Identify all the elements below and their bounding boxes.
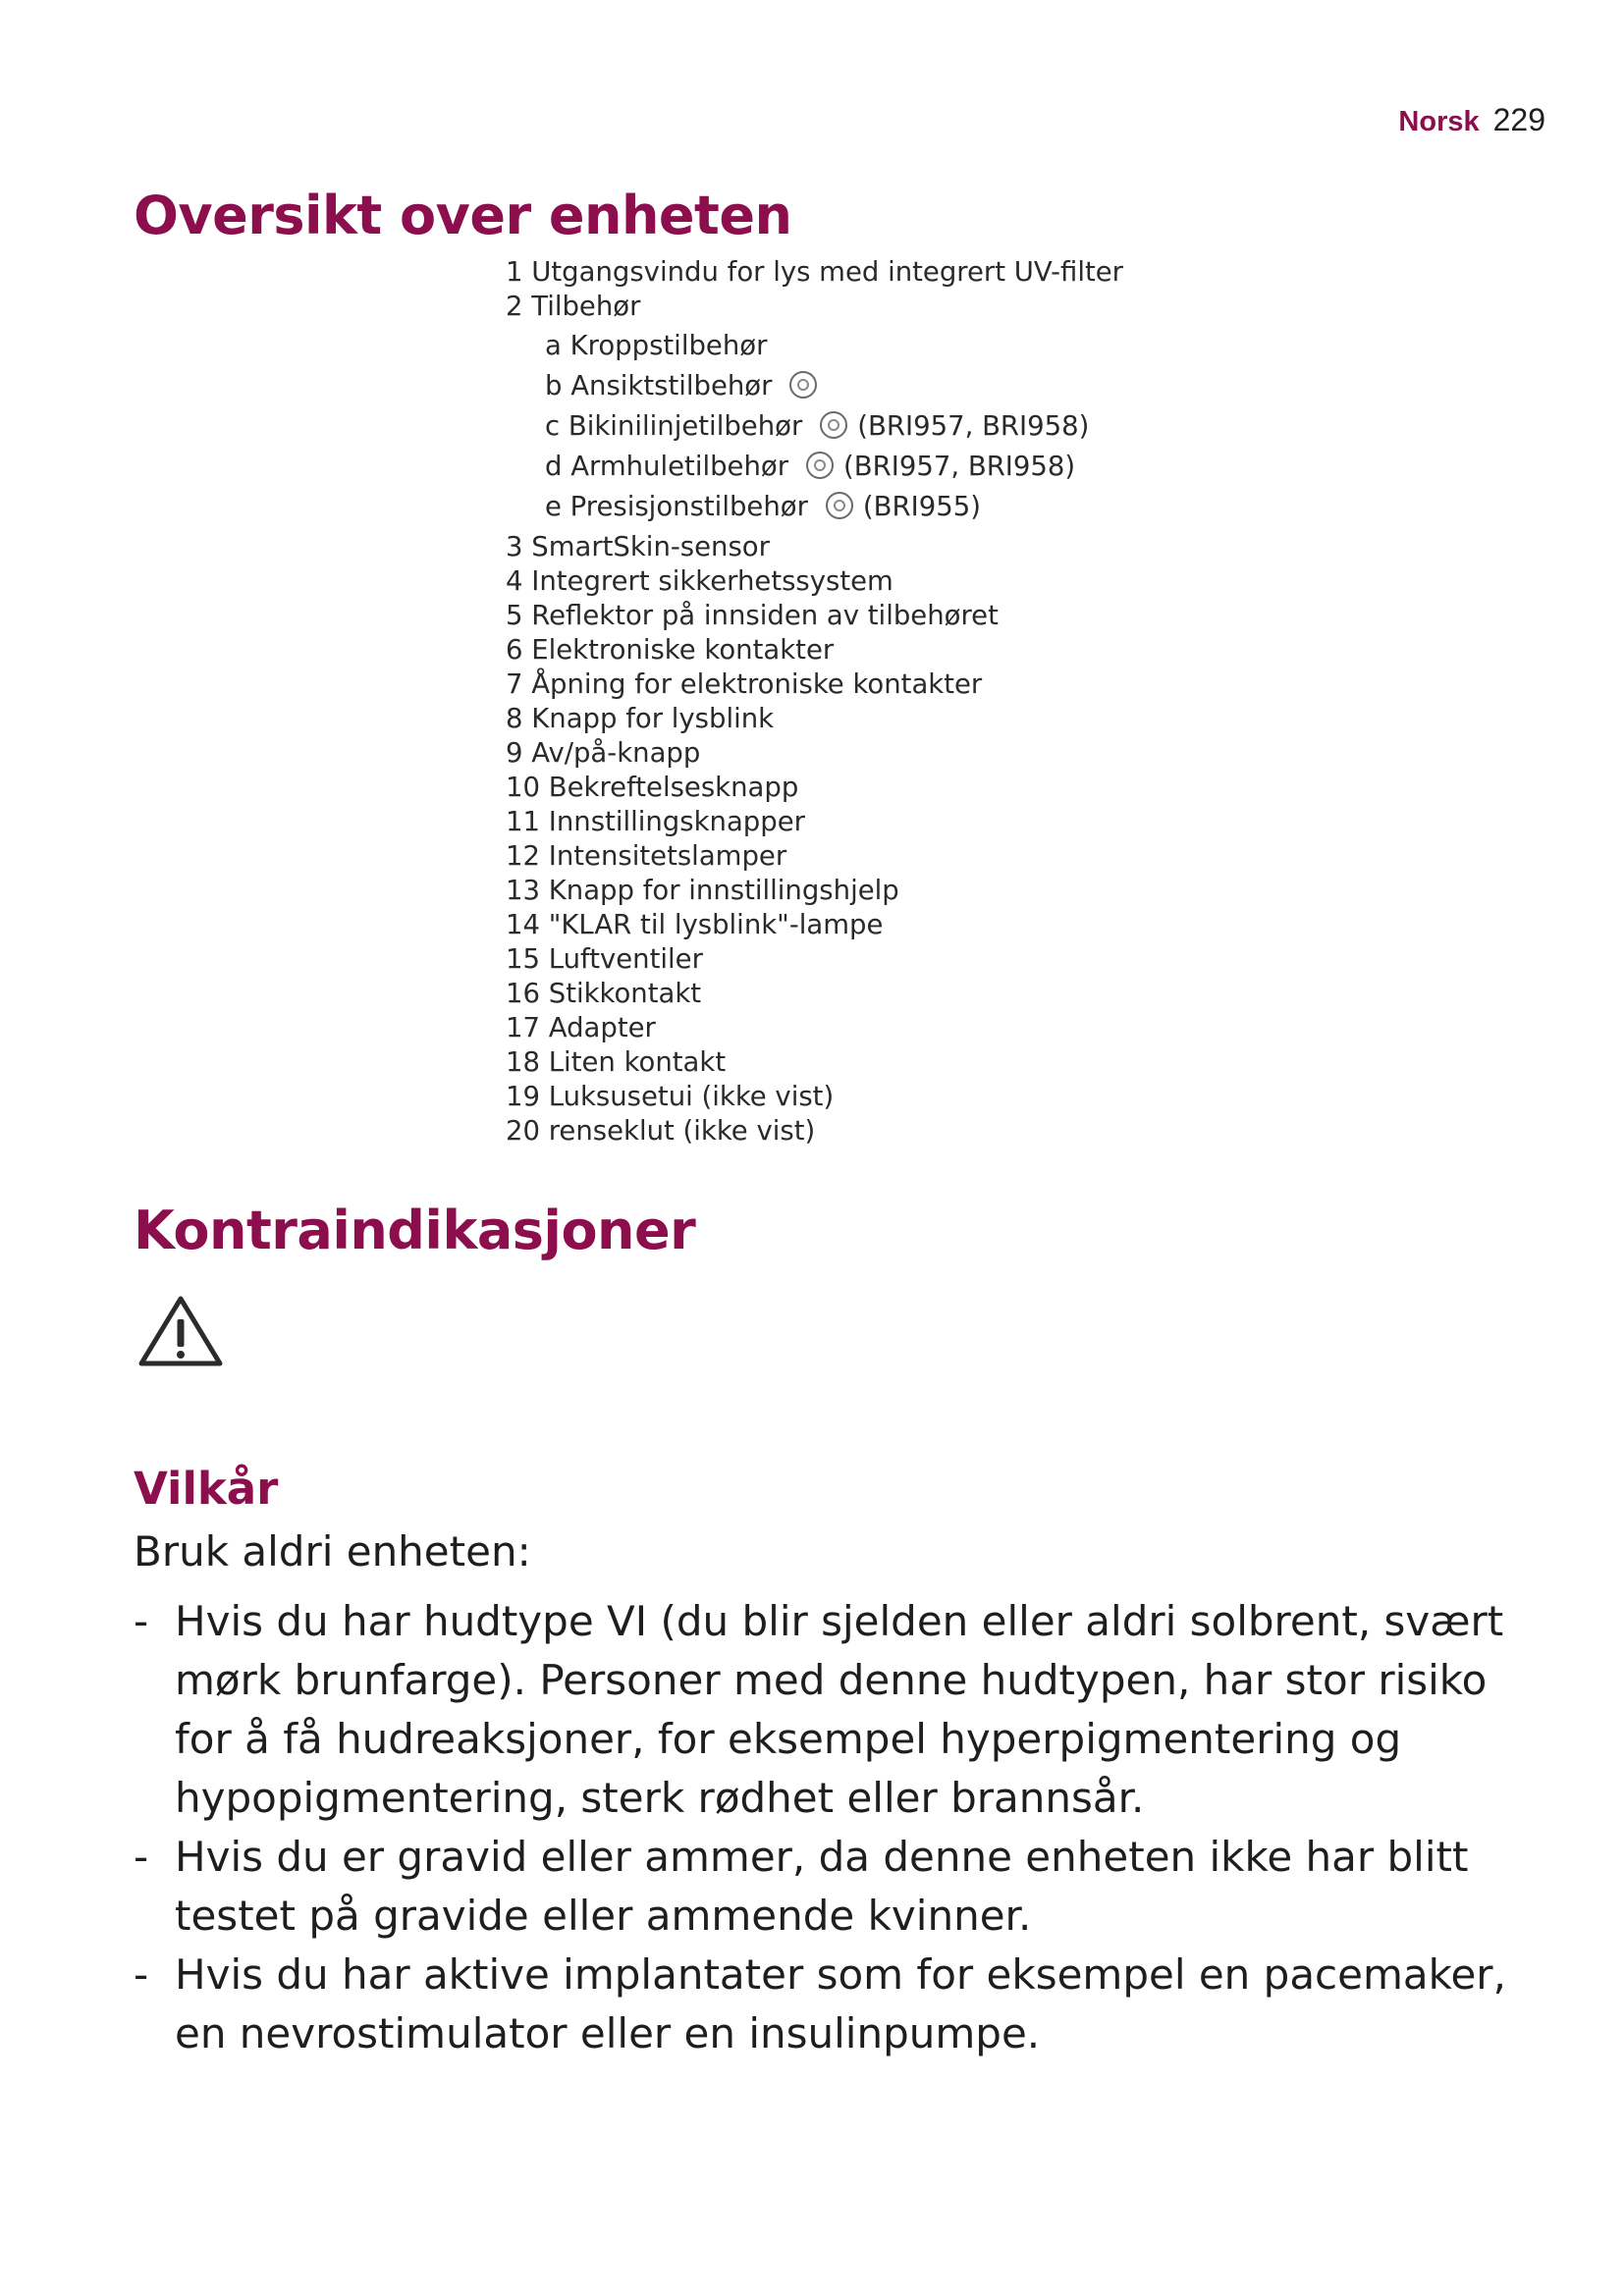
accessory-label: a Kroppstilbehør xyxy=(545,330,768,361)
accessory-label: e Presisjonstilbehør xyxy=(545,491,808,522)
conditions-intro: Bruk aldri enheten: xyxy=(134,1527,531,1575)
accessory-item xyxy=(506,326,1123,366)
model-numbers: (BRI957, BRI958) xyxy=(857,410,1090,442)
list-item: 3 SmartSkin-sensor xyxy=(506,531,770,562)
list-item: 16 Stikkontakt xyxy=(506,978,702,1009)
list-item: 11 Innstillingsknapper xyxy=(506,806,805,837)
accessory-label: c Bikinilinjetilbehør xyxy=(545,410,803,442)
condition-item: - Hvis du er gravid eller ammer, da denne enheten ikke har blitt testet på gravide eller ammende kvinner. xyxy=(134,1828,1547,1946)
list-item: 20 renseklut (ikke vist) xyxy=(506,1115,816,1147)
list-item: 8 Knapp for lysblink xyxy=(506,703,775,734)
list-item: 19 Luksusetui (ikke vist) xyxy=(506,1081,835,1112)
list-item: 10 Bekreftelsesknapp xyxy=(506,772,799,803)
page-header xyxy=(1398,102,1545,138)
accessory-label: d Armhuletilbehør xyxy=(545,451,789,482)
underarm-attachment-icon xyxy=(806,452,834,479)
warning-icon xyxy=(137,1294,224,1368)
accessory-item xyxy=(506,366,1123,406)
language-label: Norsk xyxy=(1398,106,1480,137)
conditions-list xyxy=(134,1592,1547,2063)
list-item: 9 Av/på-knapp xyxy=(506,737,701,769)
list-item: 14 "KLAR til lysblink"-lampe xyxy=(506,909,884,940)
precision-attachment-icon xyxy=(826,492,853,519)
list-item: 18 Liten kontakt xyxy=(506,1046,727,1078)
list-item: 17 Adapter xyxy=(506,1012,656,1043)
parts-list xyxy=(506,255,1123,1148)
list-item: 2 Tilbehør xyxy=(506,291,641,322)
accessory-item xyxy=(506,406,1123,447)
accessory-label: b Ansiktstilbehør xyxy=(545,370,773,401)
list-item: 15 Luftventiler xyxy=(506,943,703,975)
conditions-subtitle: Vilkår xyxy=(134,1463,279,1515)
bikini-attachment-icon xyxy=(820,411,847,439)
model-numbers: (BRI957, BRI958) xyxy=(843,451,1076,482)
accessory-item xyxy=(506,447,1123,487)
list-item: 12 Intensitetslamper xyxy=(506,840,787,872)
list-item: 6 Elektroniske kontakter xyxy=(506,634,835,666)
contraindications-title: Kontraindikasjoner xyxy=(134,1200,696,1261)
list-item: 1 Utgangsvindu for lys med integrert UV-filter xyxy=(506,256,1123,288)
list-item: 5 Reflektor på innsiden av tilbehøret xyxy=(506,600,999,631)
overview-title: Oversikt over enheten xyxy=(134,185,792,246)
face-attachment-icon xyxy=(789,371,817,399)
condition-item: - Hvis du har hudtype VI (du blir sjelden eller aldri solbrent, svært mørk brunfarge). Personer med denne hudtypen, har stor risiko for å få hudreaksjoner, for eksempel hyperpigmentering og hypopigmentering, sterk rødhet eller brannsår. xyxy=(134,1592,1547,1828)
list-item: 13 Knapp for innstillingshjelp xyxy=(506,875,899,906)
model-numbers: (BRI955) xyxy=(862,491,981,522)
accessory-item xyxy=(506,487,1123,527)
condition-item: - Hvis du har aktive implantater som for eksempel en pacemaker, en nevrostimulator eller en insulinpumpe. xyxy=(134,1946,1547,2063)
list-item: 4 Integrert sikkerhetssystem xyxy=(506,565,893,597)
page-number: 229 xyxy=(1492,102,1545,137)
list-item: 7 Åpning for elektroniske kontakter xyxy=(506,668,983,700)
